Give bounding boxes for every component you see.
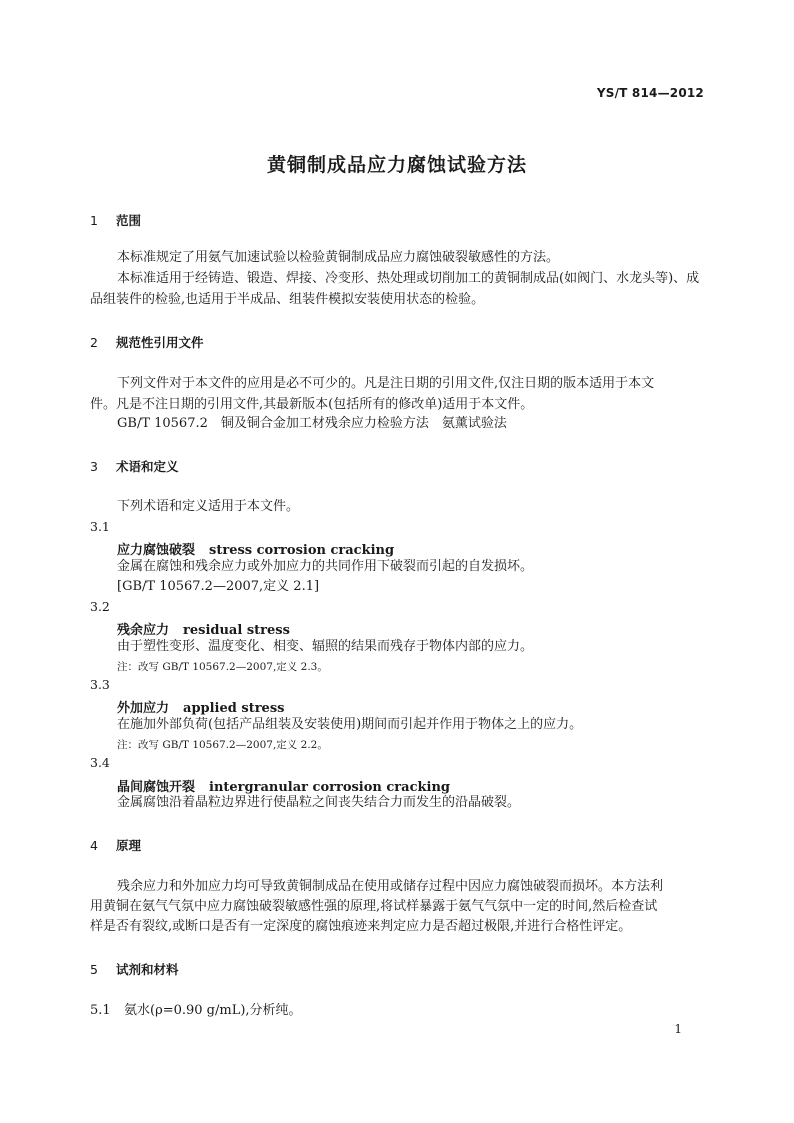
term-zh: 外加应力 [117,701,170,716]
section-3-heading [90,457,179,475]
section-2-heading [90,333,204,351]
normative-paragraph-line-2: 件。凡是不注日期的引用文件,其最新版本(包括所有的修改单)适用于本文件。 [90,397,534,412]
section-number: 3 [90,459,98,474]
section-number: 2 [90,335,98,350]
standard-code: YS/T 814—2012 [596,86,704,100]
term-note: 注：改写 GB/T 10567.2—2007,定义 2.3。 [117,661,328,673]
section-title: 术语和定义 [116,459,179,474]
principle-line-2: 用黄铜在氨气气氛中应力腐蚀破裂敏感性强的原理,将试样暴露于氨气气氛中一定的时间,然后检查试 [90,899,658,914]
terms-intro: 下列术语和定义适用于本文件。 [117,499,300,514]
section-title: 试剂和材料 [116,962,179,977]
term-source: [GB/T 10567.2—2007,定义 2.1] [117,579,320,594]
term-heading [117,539,394,558]
item-number: 5.1 [90,1003,111,1018]
section-title: 规范性引用文件 [116,335,204,350]
scope-paragraph-2-line-1: 本标准适用于经铸造、锻造、焊接、冷变形、热处理或切削加工的黄铜制成品(如阀门、水龙头等)、成 [117,271,700,286]
scope-paragraph-2-line-2: 品组装件的检验,也适用于半成品、组装件模拟安装使用状态的检验。 [90,292,485,307]
section-4-heading [90,836,141,854]
page-number: 1 [674,1022,682,1036]
principle-line-3: 样是否有裂纹,或断口是否有一定深度的腐蚀痕迹来判定应力是否超过极限,并进行合格性评定。 [90,919,632,934]
term-en: intergranular corrosion cracking [209,780,450,795]
term-heading [117,619,290,638]
section-number: 1 [90,213,98,228]
term-number: 3.3 [90,677,110,692]
reagent-item [90,1001,302,1021]
term-definition: 金属在腐蚀和残余应力或外加应力的共同作用下破裂而引起的自发损坏。 [117,559,534,574]
normative-reference: GB/T 10567.2 铜及铜合金加工材残余应力检验方法 氨薰试验法 [117,416,507,431]
term-number: 3.1 [90,519,110,534]
term-en: applied stress [183,701,285,716]
term-definition: 金属腐蚀沿着晶粒边界进行使晶粒之间丧失结合力而发生的沿晶破裂。 [117,795,521,810]
item-text: 氨水(ρ=0.90 g/mL),分析纯。 [124,1003,302,1018]
normative-paragraph-line-1: 下列文件对于本文件的应用是必不可少的。凡是注日期的引用文件,仅注日期的版本适用于本文 [117,376,655,391]
principle-line-1: 残余应力和外加应力均可导致黄铜制成品在使用或储存过程中因应力腐蚀破裂而损坏。本方法利 [117,879,664,894]
section-title: 原理 [116,838,142,853]
term-en: stress corrosion cracking [209,543,395,558]
term-number: 3.2 [90,599,110,614]
scope-paragraph-1: 本标准规定了用氨气加速试验以检验黄铜制成品应力腐蚀破裂敏感性的方法。 [117,250,560,265]
term-en: residual stress [183,623,290,638]
term-zh: 残余应力 [117,623,170,638]
term-note: 注：改写 GB/T 10567.2—2007,定义 2.2。 [117,739,328,751]
term-definition: 由于塑性变形、温度变化、相变、辐照的结果而残存于物体内部的应力。 [117,639,534,654]
section-1-heading [90,211,141,229]
term-heading [117,697,284,716]
term-number: 3.4 [90,755,110,770]
document-title: 黄铜制成品应力腐蚀试验方法 [266,154,527,176]
section-number: 4 [90,838,98,853]
section-5-heading [90,960,179,978]
term-definition: 在施加外部负荷(包括产品组装及安装使用)期间而引起并作用于物体之上的应力。 [117,717,583,732]
section-title: 范围 [116,213,142,228]
section-number: 5 [90,962,98,977]
term-zh: 晶间腐蚀开裂 [117,780,196,795]
term-zh: 应力腐蚀破裂 [117,543,196,558]
